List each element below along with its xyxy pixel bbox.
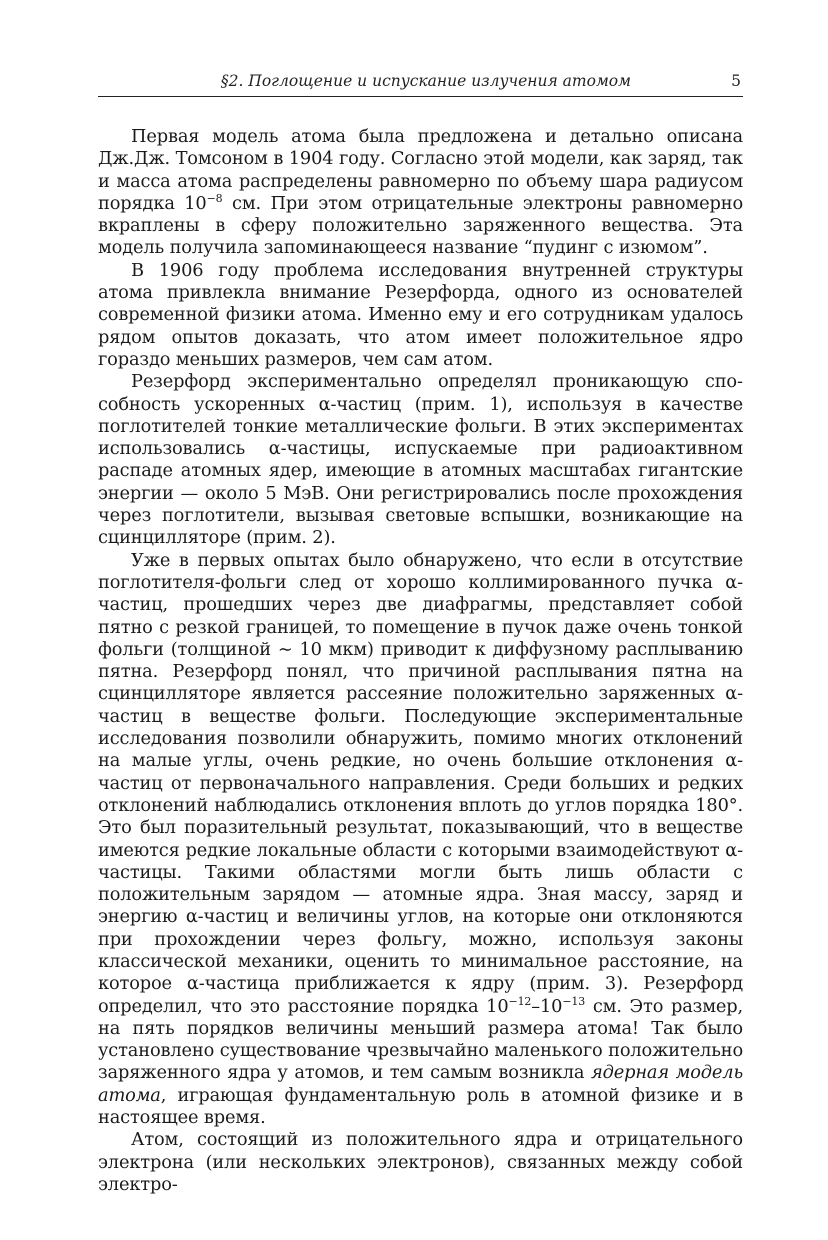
paragraph-text: –10 — [531, 995, 563, 1017]
paragraph-text: Резерфорд экспериментально определял проникающую способность ускоренных α-частиц (прим. 1), используя в качестве поглотителей тонкие металлические фольги. В этих экспериментах использовались α-частицы, испускаемые при радиоактивном распаде атомных ядер, имеющие в атомных масштабах гигантские энергии — около 5 МэВ. Они регистрировались после прохождения через поглотители, вызывая световые вспышки, возникающие на сцинцилляторе (прим. 2). — [98, 371, 743, 549]
section-running-title: §2. Поглощение и испускание излучения атомом — [220, 72, 631, 90]
exponent: −13 — [562, 994, 586, 1008]
exponent: −8 — [206, 191, 223, 205]
paragraph-text: , играющая фундаментальную роль в атомной физике и в настоящее время. — [98, 1084, 743, 1129]
body-text — [98, 126, 743, 1196]
exponent: −12 — [508, 994, 532, 1008]
paragraph-text: В 1906 году проблема исследования внутренней структуры атома привлекла внимание Резерфорда, одного из основателей современной физики атома. Именно ему и его сотрудникам удалось рядом опытов доказать, что атом имеет положительное ядро гораздо меньших размеров, чем сам атом. — [98, 259, 743, 370]
running-header — [98, 70, 743, 97]
paragraph-text: см. При этом отрицательные электроны равномерно вкраплены в сферу положительно заряженного вещества. Эта модель получила запоминающееся название “пудинг с изюмом”. — [98, 192, 743, 259]
paragraph-text: Атом, состоящий из положительного ядра и отрицательного электрона (или нескольких электронов), связанных между собой электро- — [98, 1129, 743, 1195]
paragraph — [98, 371, 743, 549]
paragraph — [98, 1129, 743, 1196]
paragraph — [98, 126, 743, 260]
book-page — [98, 70, 743, 1196]
paragraph-text: Уже в первых опытах было обнаружено, что если в отсутствие поглотителя-фольги след от хорошо коллимированного пучка α-частиц, прошедших через две диафрагмы, представляет собой пятно с резкой границей, то помещение в пучок даже очень тонкой фольги (толщиной ∼ 10 мкм) приводит к диффузному расплыванию пятна. Резерфорд понял, что причиной расплывания пятна на сцинцилляторе является рассеяние положительно заряженных α-частиц в веществе фольги. Последующие экспериментальные исследования позволили обнаружить, помимо многих отклонений на малые углы, очень редкие, но очень большие отклонения α-частиц от первоначального направления. Среди больших и редких отклонений наблюдались отклонения вплоть до углов порядка 180°. Это был поразительный результат, показывающий, что в веществе имеются редкие локальные области с которыми взаимодействуют α-частицы. Такими областями могли быть лишь области с положительным зарядом — атомные ядра. Зная массу, заряд и энергию α-частиц и величины углов, на которые они отклоняются при прохождении через фольгу, можно, используя законы классической механики, оценить то минимальное расстояние, на которое α-частица приближается к ядру (прим. 3). Резерфорд определил, что это расстояние порядка 10 — [98, 549, 743, 1017]
paragraph-text: Первая модель атома была предложена и детально описана Дж.Дж. Томсоном в 1904 году. Согласно этой модели, как заряд, так и масса атома распределены равномерно по объему шара радиусом порядка 10 — [98, 126, 743, 214]
paragraph — [98, 260, 743, 371]
paragraph — [98, 550, 743, 1130]
page-number: 5 — [731, 72, 741, 90]
paragraph-text: см. Это размер, на пять порядков величины меньший размера атома! Так было установлено существование чрезвычайно маленького положительно заряженного ядра у атомов, и тем самым возникла — [98, 995, 743, 1084]
emphasized-term: ядерная модель атома — [98, 1062, 743, 1106]
